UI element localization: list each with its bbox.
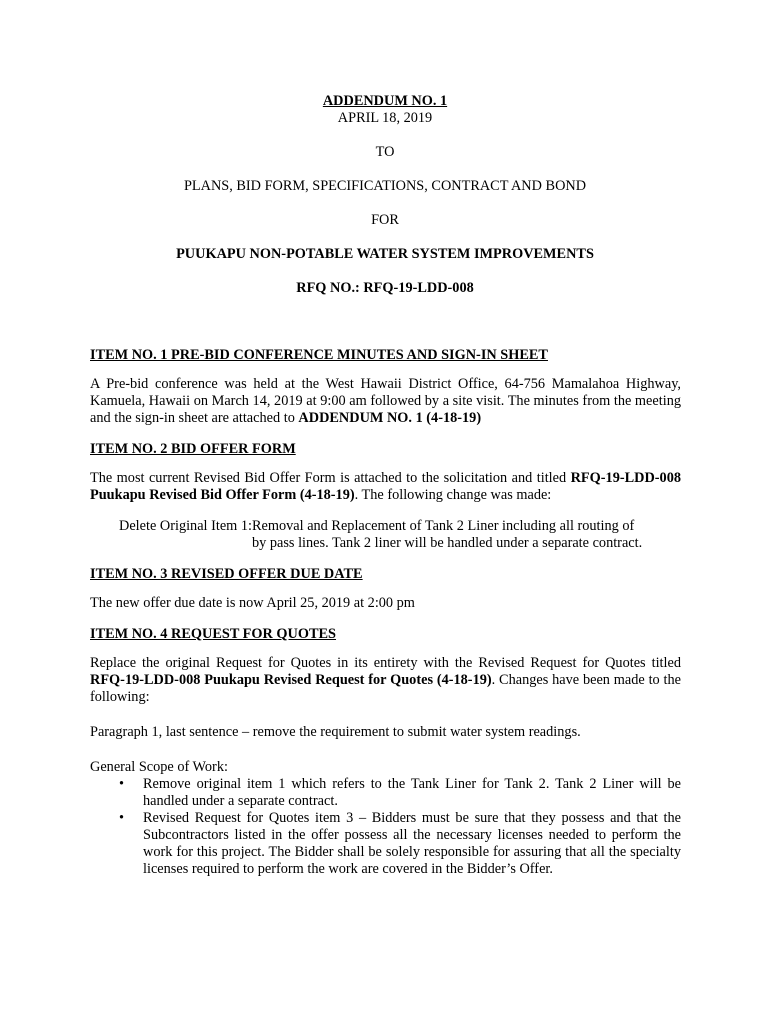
- addendum-title: ADDENDUM NO. 1: [322, 93, 448, 109]
- item1-heading: ITEM NO. 1 PRE-BID CONFERENCE MINUTES AND SIGN-IN SHEET: [90, 347, 548, 363]
- item1-text: A Pre-bid conference was held at the West Hawaii District Office, 64-756 Mamalahoa Highway, Kamuela, Hawaii on March 14, 2019 at 9:00 am followed by a site visit. The minutes from the meeting and the sign-in sheet are attached to ADDENDUM NO. 1 (4-18-19): [90, 376, 681, 426]
- item3-text: The new offer due date is now April 25, 2019 at 2:00 pm: [90, 595, 415, 611]
- rfq-number: RFQ NO.: RFQ-19-LDD-008: [296, 280, 474, 296]
- project-name: PUUKAPU NON-POTABLE WATER SYSTEM IMPROVEMENTS: [176, 246, 594, 262]
- item2-text: The most current Revised Bid Offer Form is attached to the solicitation and titled RFQ-19-LDD-008 Puukapu Revised Bid Offer Form (4-18-19). The following change was made:: [90, 470, 681, 503]
- bullet-icon: •: [119, 776, 125, 792]
- item2-heading: ITEM NO. 2 BID OFFER FORM: [90, 441, 296, 457]
- change-label: Delete Original Item 1:: [119, 518, 252, 534]
- header-to: TO: [375, 144, 395, 160]
- scope-label: General Scope of Work:: [90, 759, 228, 775]
- item3-heading: ITEM NO. 3 REVISED OFFER DUE DATE: [90, 566, 363, 582]
- change-text: Removal and Replacement of Tank 2 Liner including all routing of by pass lines. Tank 2 liner will be handled under a separate contract.: [252, 518, 643, 551]
- item4-heading: ITEM NO. 4 REQUEST FOR QUOTES: [90, 626, 337, 642]
- item2-change: [90, 518, 681, 552]
- item4-paragraph1: Paragraph 1, last sentence – remove the requirement to submit water system readings.: [90, 724, 581, 740]
- addendum-body: [90, 347, 681, 878]
- header-documents: PLANS, BID FORM, SPECIFICATIONS, CONTRACT AND BOND: [183, 178, 587, 194]
- addendum-header: [0, 93, 770, 297]
- item4-text: Replace the original Request for Quotes in its entirety with the Revised Request for Quotes titled RFQ-19-LDD-008 Puukapu Revised Request for Quotes (4-18-19). Changes have been made to the following:: [90, 655, 682, 705]
- list-item: • Revised Request for Quotes item 3 – Bidders must be sure that they possess and that the Subcontractors listed in the offer possess all the necessary licenses needed to perform the work for this project. The Bidder shall be solely responsible for assuring that all the specialty licenses required to perform the work are covered in the Bidder’s Offer.: [119, 810, 681, 877]
- scope-list: [90, 776, 681, 878]
- bullet-icon: •: [119, 810, 125, 826]
- header-for: FOR: [371, 212, 399, 228]
- list-item: • Remove original item 1 which refers to the Tank Liner for Tank 2. Tank 2 Liner will be handled under a separate contract.: [119, 776, 681, 809]
- addendum-date: APRIL 18, 2019: [337, 110, 433, 126]
